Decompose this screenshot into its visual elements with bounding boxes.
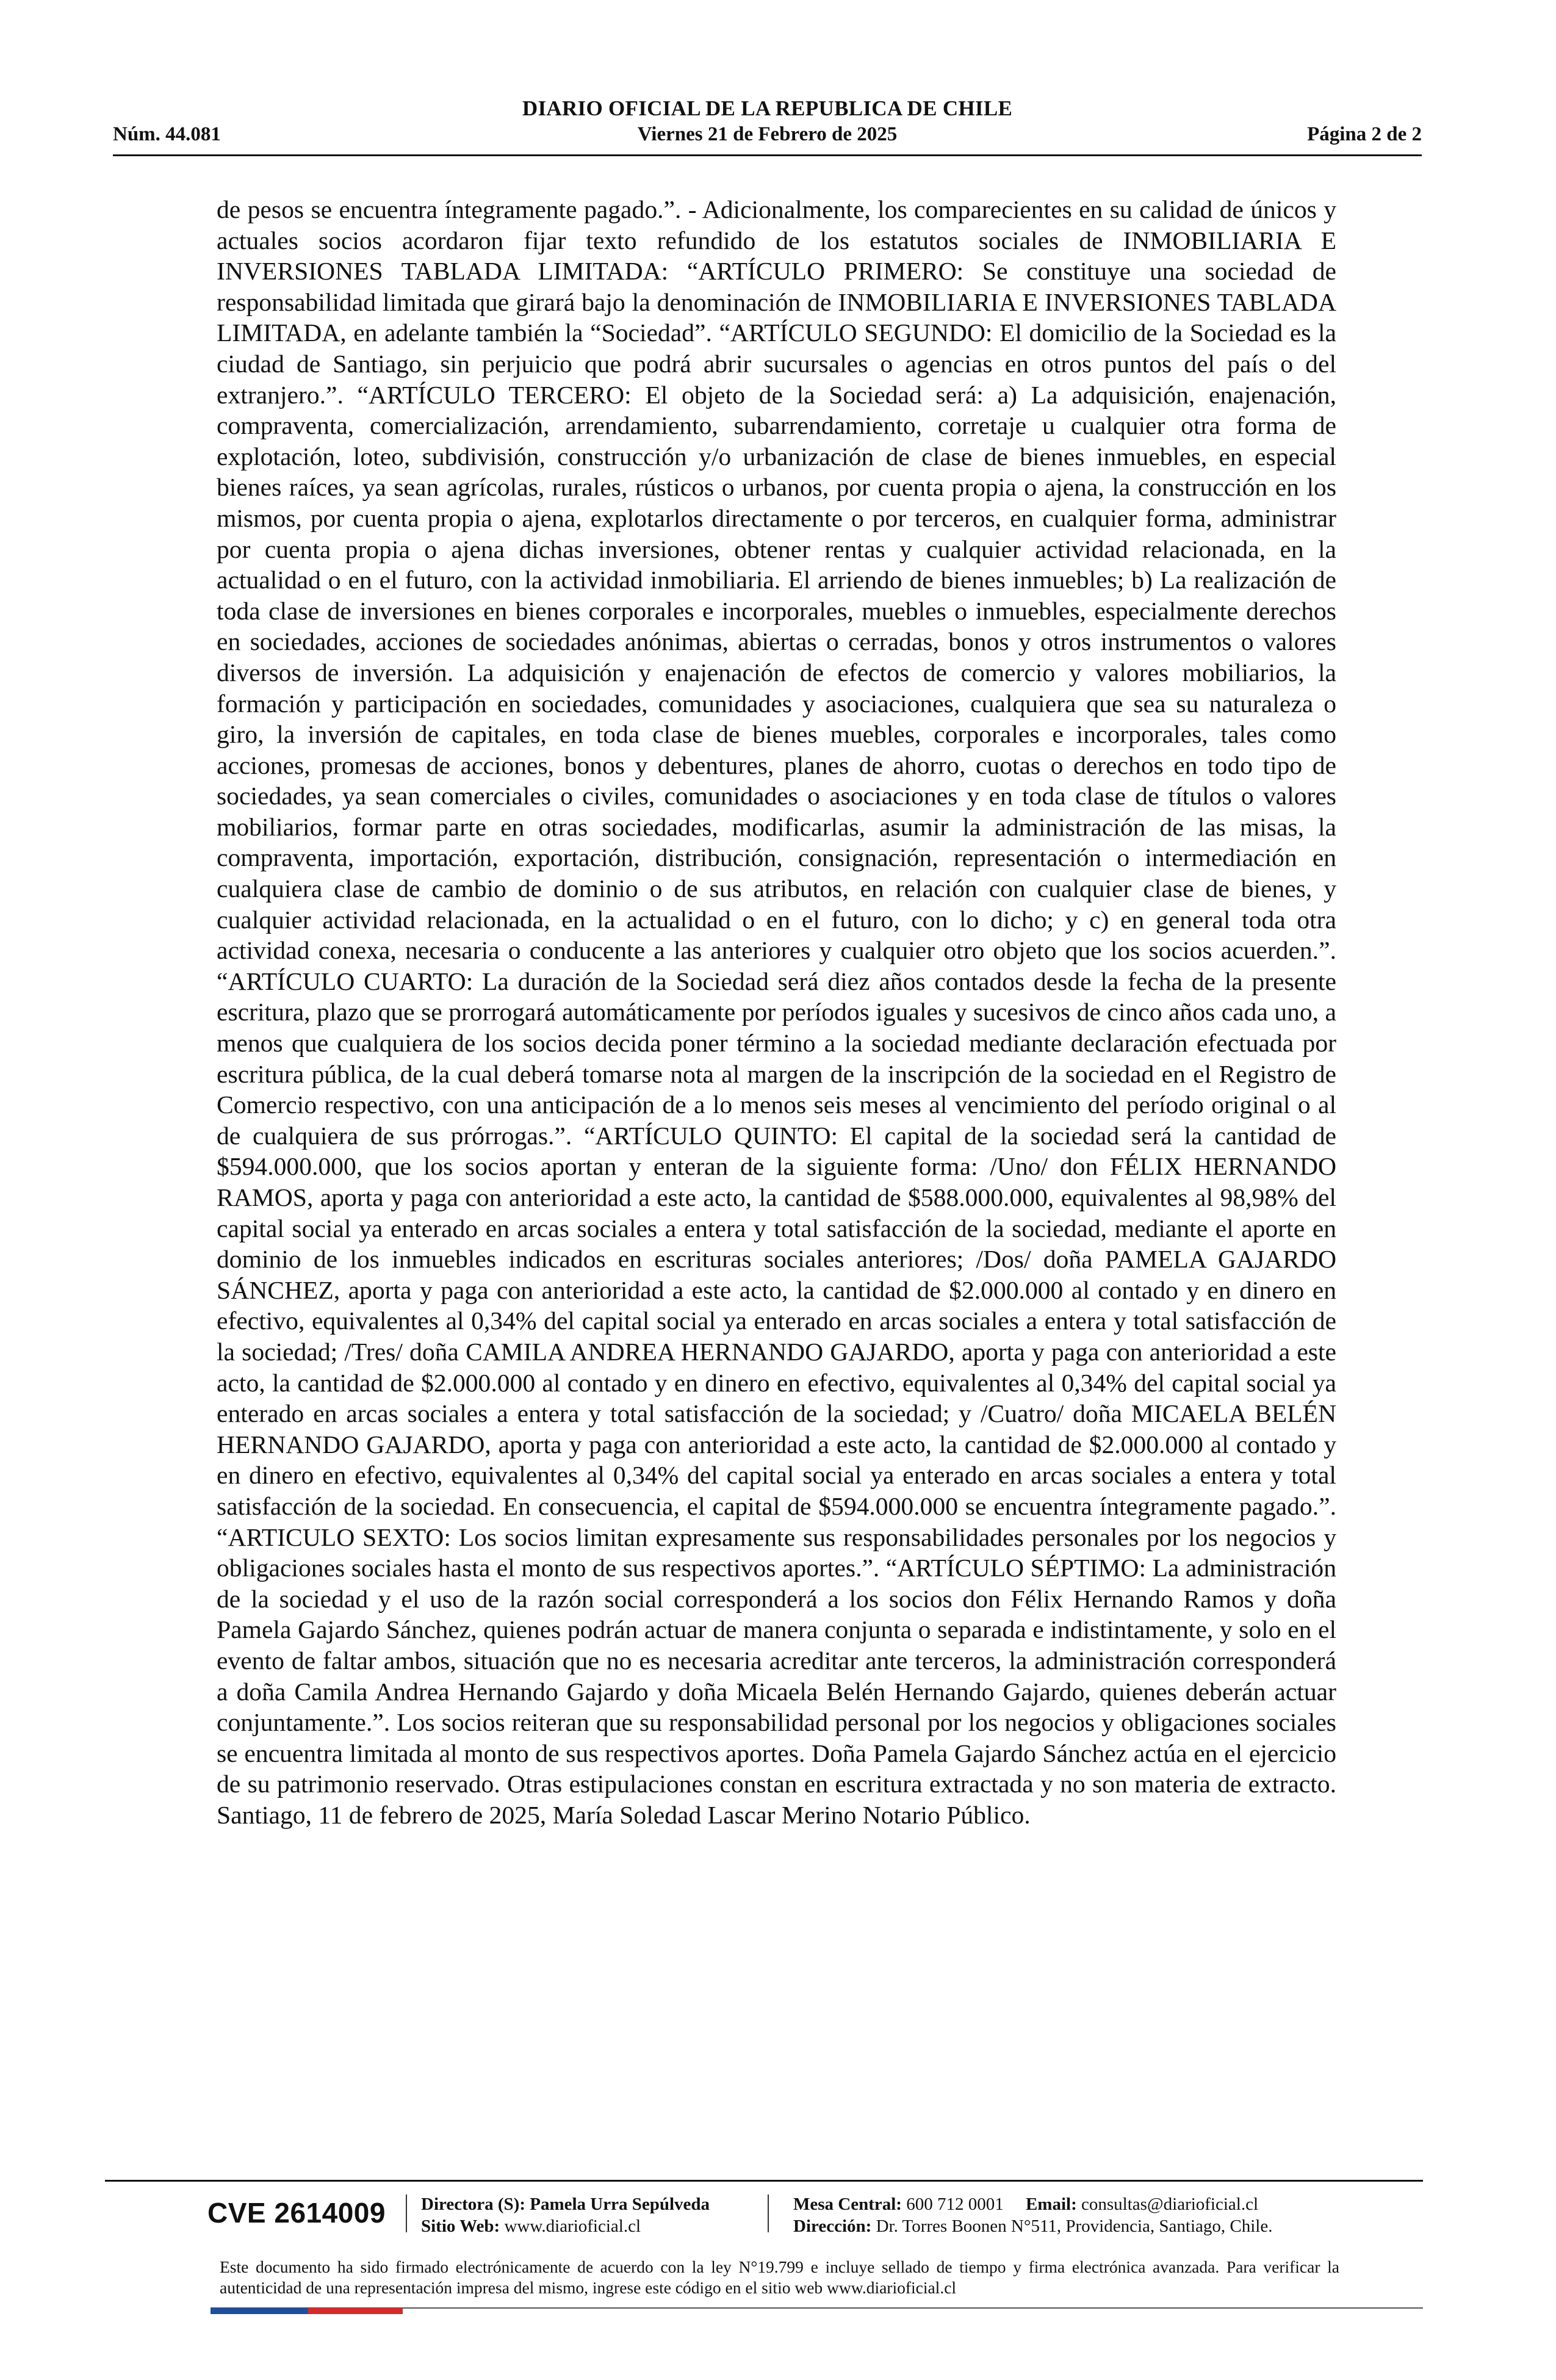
issue-number: Núm. 44.081: [113, 123, 221, 145]
footer-separator: [406, 2194, 407, 2232]
address-value: Dr. Torres Boonen N°511, Providencia, Santiago, Chile.: [876, 2216, 1273, 2236]
director-name: Pamela Urra Sepúlveda: [530, 2194, 710, 2214]
signature-notice: Este documento ha sido firmado electrónicamente de acuerdo con la ley N°19.799 e incluye sellado de tiempo y firma electrónica avanzada. Para verificar la autenticidad de una representación impresa del mismo, ingrese este código en el sitio web www.diarioficial.cl: [220, 2257, 1339, 2297]
document-body: [217, 194, 1336, 1830]
page-footer: [183, 2191, 1373, 2240]
body-paragraph: de pesos se encuentra íntegramente pagado.”. - Adicionalmente, los comparecientes en su calidad de únicos y actuales socios acordaron fijar texto refundido de los estatutos sociales de INMOBILIARIA E INVERSIONES TABLADA LIMITADA: “ARTÍCULO PRIMERO: Se constituye una sociedad de responsabilidad limitada que girará bajo la denominación de INMOBILIARIA E INVERSIONES TABLADA LIMITADA, en adelante también la “Sociedad”. “ARTÍCULO SEGUNDO: El domicilio de la Sociedad es la ciudad de Santiago, sin perjuicio que podrá abrir sucursales o agencias en otros puntos del país o del extranjero.”. “ARTÍCULO TERCERO: El objeto de la Sociedad será: a) La adquisición, enajenación, compraventa, comercialización, arrendamiento, subarrendamiento, corretaje u cualquier otra forma de explotación, loteo, subdivisión, construcción y/o urbanización de clase de bienes inmuebles, en especial bienes raíces, ya sean agrícolas, rurales, rústicos o urbanos, por cuenta propia o ajena, la construcción en los mismos, por cuenta propia o ajena, explotarlos directamente o por terceros, en cualquier forma, administrar por cuenta propia o ajena dichas inversiones, obtener rentas y cualquier actividad relacionada, en la actualidad o en el futuro, con la actividad inmobiliaria. El arriendo de bienes inmuebles; b) La realización de toda clase de inversiones en bienes corporales e incorporales, muebles o inmuebles, especialmente derechos en sociedades, acciones de sociedades anónimas, abiertas o cerradas, bonos y otros instrumentos o valores diversos de inversión. La adquisición y enajenación de efectos de comercio y valores mobiliarios, la formación y participación en sociedades, comunidades y asociaciones, cualquiera que sea su naturaleza o giro, la inversión de capitales, en toda clase de bienes muebles, corporales e incorporales, tales como acciones, promesas de acciones, bonos y debentures, planes de ahorro, cuotas o derechos en todo tipo de sociedades, ya sean comerciales o civiles, comunidades o asociaciones y en toda clase de títulos o valores mobiliarios, formar parte en otras sociedades, modificarlas, asumir la administración de las misas, la compraventa, importación, exportación, distribución, consignación, representación o intermediación en cualquiera clase de cambio de dominio o de sus atributos, en relación con cualquier clase de bienes, y cualquier actividad relacionada, en la actualidad o en el futuro, con lo dicho; y c) en general toda otra actividad conexa, necesaria o conducente a las anteriores y cualquier otro objeto que los socios acuerden.”. “ARTÍCULO CUARTO: La duración de la Sociedad será diez años contados desde la fecha de la presente escritura, plazo que se prorrogará automáticamente por períodos iguales y sucesivos de cinco años cada uno, a menos que cualquiera de los socios decida poner término a la sociedad mediante declaración efectuada por escritura pública, de la cual deberá tomarse nota al margen de la inscripción de la sociedad en el Registro de Comercio respectivo, con una anticipación de a lo menos seis meses al vencimiento del período original o al de cualquiera de sus prórrogas.”. “ARTÍCULO QUINTO: El capital de la sociedad será la cantidad de $594.000.000, que los socios aportan y enteran de la siguiente forma: /Uno/ don FÉLIX HERNANDO RAMOS, aporta y paga con anterioridad a este acto, la cantidad de $588.000.000, equivalentes al 98,98% del capital social ya enterado en arcas sociales a entera y total satisfacción de la sociedad, mediante el aporte en dominio de los inmuebles indicados en escrituras sociales anteriores; /Dos/ doña PAMELA GAJARDO SÁNCHEZ, aporta y paga con anterioridad a este acto, la cantidad de $2.000.000 al contado y en dinero en efectivo, equivalentes al 0,34% del capital social ya enterado en arcas sociales a entera y total satisfacción de la sociedad; /Tres/ doña CAMILA ANDREA HERNANDO GAJARDO, aporta y paga con anterioridad a este acto, la cantidad de $2.000.000 al contado y en dinero en efectivo, equivalentes al 0,34% del capital social ya enterado en arcas sociales a entera y total satisfacción de la sociedad; y /Cuatro/ doña MICAELA BELÉN HERNANDO GAJARDO, aporta y paga con anterioridad a este acto, la cantidad de $2.000.000 al contado y en dinero en efectivo, equivalentes al 0,34% del capital social ya enterado en arcas sociales a entera y total satisfacción de la sociedad. En consecuencia, el capital de $594.000.000 se encuentra íntegramente pagado.”. “ARTICULO SEXTO: Los socios limitan expresamente sus responsabilidades personales por los negocios y obligaciones sociales hasta el monto de sus respectivos aportes.”. “ARTÍCULO SÉPTIMO: La administración de la sociedad y el uso de la razón social corresponderá a los socios don Félix Hernando Ramos y doña Pamela Gajardo Sánchez, quienes podrán actuar de manera conjunta o separada e indistintamente, y solo en el evento de faltar ambos, situación que no es necesaria acreditar ante terceros, la administración corresponderá a doña Camila Andrea Hernando Gajardo y doña Micaela Belén Hernando Gajardo, quienes deberán actuar conjuntamente.”. Los socios reiteran que su responsabilidad personal por los negocios y obligaciones sociales se encuentra limitada al monto de sus respectivos aportes. Doña Pamela Gajardo Sánchez actúa en el ejercicio de su patrimonio reservado. Otras estipulaciones constan en escritura extractada y no son materia de extracto. Santiago, 11 de febrero de 2025, María Soledad Lascar Merino Notario Público.: [217, 195, 1336, 1829]
issue-date: Viernes 21 de Febrero de 2025: [637, 123, 898, 145]
header-divider: [113, 154, 1422, 156]
flag-stripe-red: [308, 2308, 403, 2314]
footer-separator: [768, 2194, 769, 2232]
email-link[interactable]: consultas@diarioficial.cl: [1081, 2194, 1259, 2214]
director-label: Directora (S):: [421, 2194, 525, 2214]
publication-title: DIARIO OFICIAL DE LA REPUBLICA DE CHILE: [522, 96, 1013, 120]
address-label: Dirección:: [793, 2216, 872, 2236]
flag-stripe-blue: [211, 2308, 308, 2314]
website-label: Sitio Web:: [421, 2216, 500, 2236]
page-indicator: Página 2 de 2: [1307, 123, 1422, 145]
phone-number: 600 712 0001: [906, 2194, 1004, 2214]
email-label: Email:: [1025, 2194, 1077, 2214]
page-header: [113, 93, 1422, 149]
contact-info: [793, 2193, 1272, 2237]
editor-info: [421, 2193, 710, 2237]
footer-divider: [105, 2180, 1423, 2182]
cve-code: CVE 2614009: [207, 2197, 386, 2229]
phone-label: Mesa Central:: [793, 2194, 902, 2214]
website-link[interactable]: www.diarioficial.cl: [504, 2216, 641, 2236]
